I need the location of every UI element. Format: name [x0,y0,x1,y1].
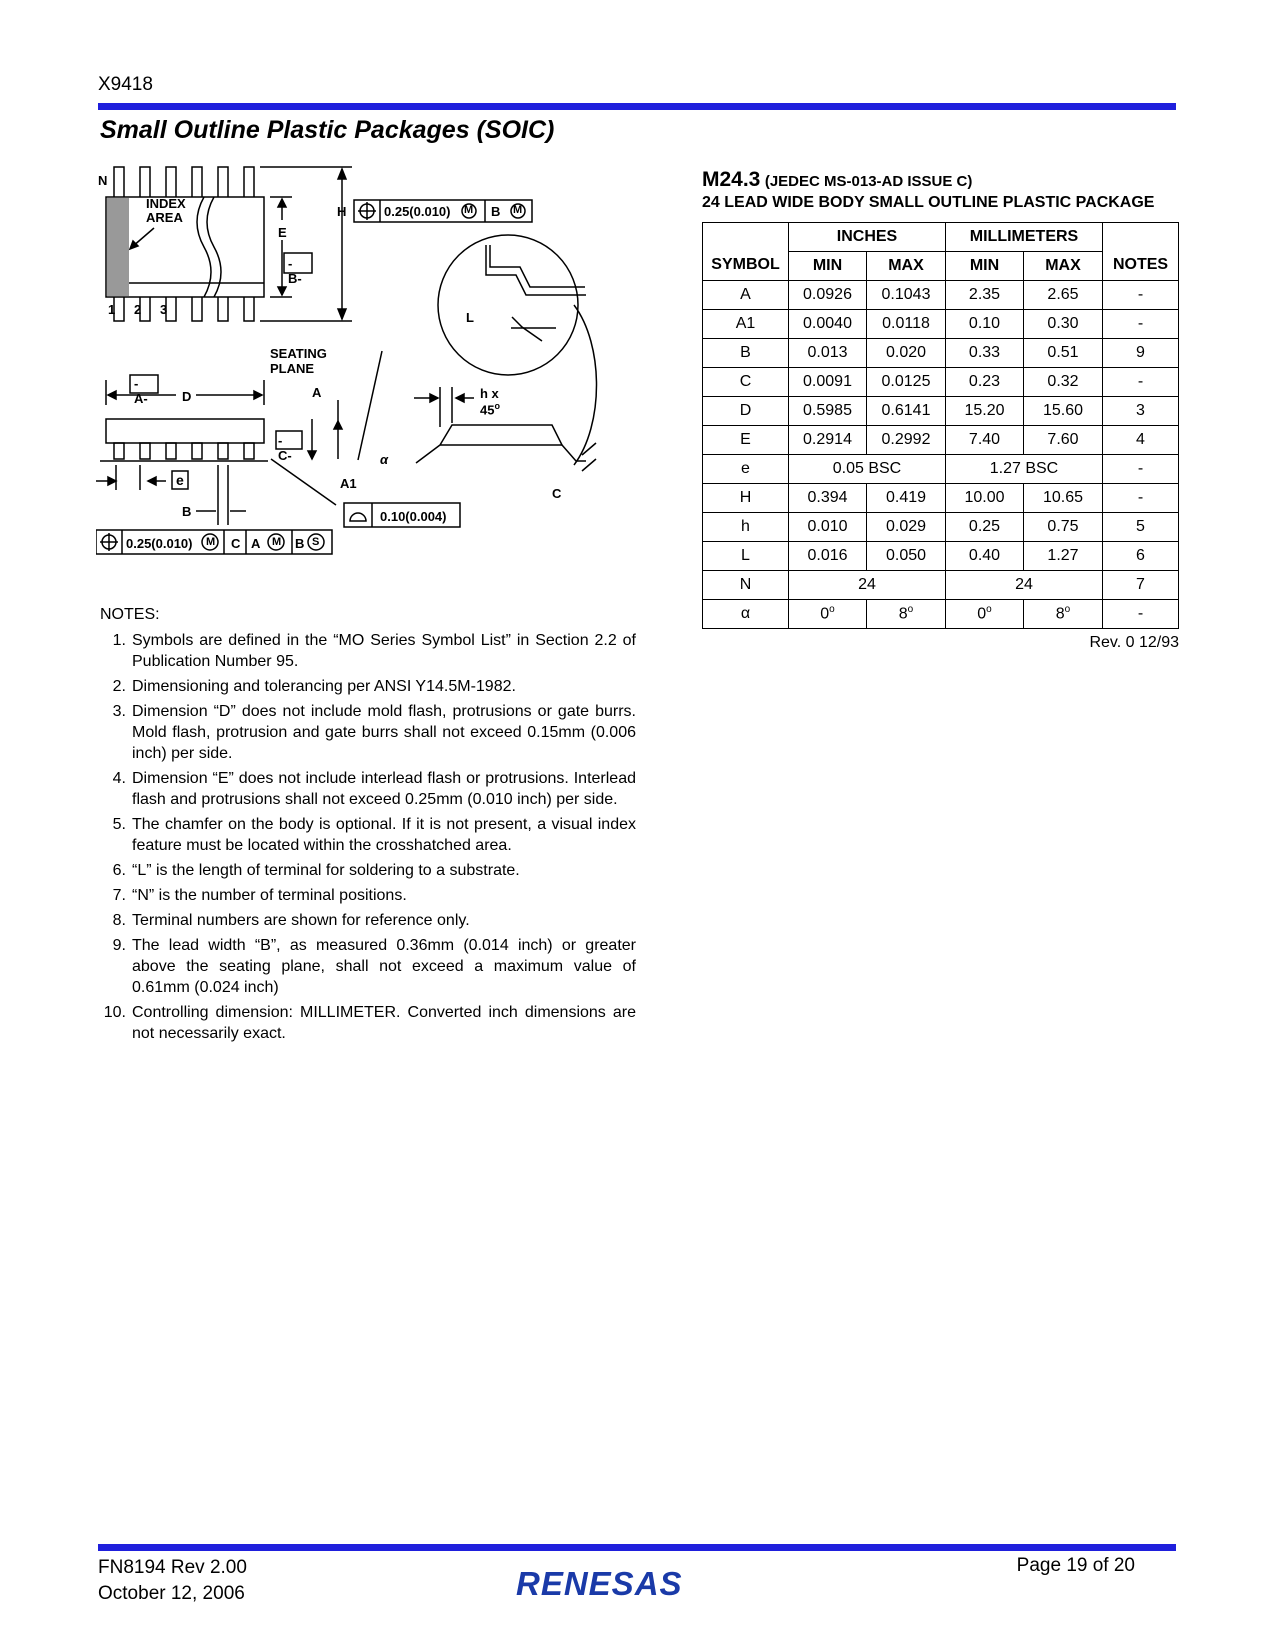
cell-inches-max: 0.6141 [867,397,946,426]
note-number: 1. [112,632,126,649]
package-code: M24.3 [702,168,761,191]
cell-inches-max: 0.419 [867,484,946,513]
cell-notes: 4 [1103,426,1179,455]
cell-mm-min: 15.20 [946,397,1024,426]
top-pins [114,167,254,197]
tol-bot-s: S [312,536,320,548]
header-inches: INCHES [789,223,946,252]
tol-top-b: B [491,204,501,219]
cell-notes: 7 [1103,571,1179,600]
package-drawing [96,165,616,595]
renesas-logo: RENESAS [516,1565,683,1602]
tol-bot-value: 0.25(0.010) [126,536,193,551]
cell-mm-max: 8$^o$ [1024,600,1103,629]
cell-notes: 9 [1103,339,1179,368]
note-text: Dimension “D” does not include mold flash, protrusions or gate burrs. Mold flash, protrusion and gate burrs shall not exceed 0.15mm (0.006 inch) per side. [132,703,636,762]
tol-top-m1: M [464,204,474,216]
cell-symbol: E [703,426,789,455]
cell-mm-min: 0.10 [946,310,1024,339]
label-a1: A1 [340,476,357,491]
cell-inches-min: 0.0040 [789,310,867,339]
label-l: L [466,310,474,325]
note-text: “N” is the number of terminal positions. [132,887,407,904]
cell-symbol: h [703,513,789,542]
cell-inches-min: 0$^o$ [789,600,867,629]
tol-bot-c: C [231,536,241,551]
note-text: “L” is the length of terminal for soldering to a substrate. [132,862,520,879]
cell-mm-max: 1.27 [1024,542,1103,571]
cell-symbol: A1 [703,310,789,339]
header-rule [98,103,1176,110]
label-n: N [98,173,108,188]
note-number: 8. [112,912,126,929]
tol-bot-m1: M [206,536,216,548]
cell-inches-min: 0.2914 [789,426,867,455]
cell-inches-min: 0.010 [789,513,867,542]
cell-inches-max: 8$^o$ [867,600,946,629]
table-row [703,542,1179,571]
cell-mm-max: 0.30 [1024,310,1103,339]
label-d: D [182,389,192,404]
cell-symbol: N [703,571,789,600]
cell-mm-max: 0.51 [1024,339,1103,368]
cell-mm-max: 0.75 [1024,513,1103,542]
cell-mm-span: 1.27 BSC [946,455,1103,484]
label-datum-c: -C- [278,433,292,463]
note-number: 6. [112,862,126,879]
cell-mm-min: 0.40 [946,542,1024,571]
cell-mm-min: 0.25 [946,513,1024,542]
cell-mm-min: 0.33 [946,339,1024,368]
label-h: H [337,204,347,219]
label-e: E [278,225,287,240]
label-a: A [312,385,322,400]
flatness-value: 0.10(0.004) [380,509,447,524]
header-mm: MILLIMETERS [946,223,1103,252]
note-number: 5. [112,816,126,833]
footer-rule [98,1544,1176,1551]
cell-notes: - [1103,281,1179,310]
cell-mm-max: 15.60 [1024,397,1103,426]
cell-inches-min: 0.013 [789,339,867,368]
note-number: 7. [112,887,126,904]
note-item [100,1002,636,1044]
cell-mm-min: 0$^o$ [946,600,1024,629]
footer-left [98,1555,247,1607]
cell-symbol: e [703,455,789,484]
label-seating-plane: SEATING PLANE [270,346,327,376]
footer-date: October 12, 2006 [98,1583,245,1604]
note-number: 4. [112,770,126,787]
table-row [703,281,1179,310]
cell-inches-max: 0.0118 [867,310,946,339]
cell-symbol: D [703,397,789,426]
cell-inches-max: 0.020 [867,339,946,368]
table-row [703,426,1179,455]
lead-detail-circle [438,235,578,375]
cell-notes: - [1103,600,1179,629]
footer-page-number: Page 19 of 20 [1016,1555,1135,1576]
label-c: C [552,486,562,501]
cell-notes: - [1103,484,1179,513]
table-row [703,484,1179,513]
cell-notes: 6 [1103,542,1179,571]
note-text: Dimension “E” does not include interlead flash or protrusions. Interlead flash and protrusions shall not exceed 0.25mm (0.010 inch) per side. [132,770,636,808]
cell-inches-span: 24 [789,571,946,600]
cell-mm-min: 7.40 [946,426,1024,455]
note-item [100,860,636,881]
index-area-shading [107,198,129,296]
header-symbol: SYMBOL [703,223,789,281]
cell-mm-max: 0.32 [1024,368,1103,397]
cell-symbol: B [703,339,789,368]
cell-mm-span: 24 [946,571,1103,600]
header-inches-max: MAX [867,252,946,281]
note-number: 9. [112,937,126,954]
notes-list [100,630,636,1048]
table-row [703,339,1179,368]
package-heading [702,168,972,192]
note-item [100,935,636,998]
note-text: Controlling dimension: MILLIMETER. Converted inch dimensions are not necessarily exact. [132,1004,636,1042]
cell-symbol: C [703,368,789,397]
note-text: Symbols are defined in the “MO Series Symbol List” in Section 2.2 of Publication Number 95. [132,632,636,670]
cell-mm-max: 7.60 [1024,426,1103,455]
note-number: 2. [112,678,126,695]
cell-inches-max: 0.1043 [867,281,946,310]
note-text: Dimensioning and tolerancing per ANSI Y14.5M-1982. [132,678,516,695]
cell-inches-max: 0.050 [867,542,946,571]
tol-bot-a: A [251,536,261,551]
cell-symbol: L [703,542,789,571]
cell-symbol: H [703,484,789,513]
label-pin1: 1 [108,302,116,317]
cell-inches-min: 0.0926 [789,281,867,310]
top-view-body [106,197,264,297]
cell-mm-min: 10.00 [946,484,1024,513]
table-row [703,513,1179,542]
cell-mm-min: 2.35 [946,281,1024,310]
cell-notes: 5 [1103,513,1179,542]
label-b-small: B [182,504,192,519]
cell-inches-max: 0.2992 [867,426,946,455]
cell-symbol: α [703,600,789,629]
note-number: 3. [112,703,126,720]
cell-inches-min: 0.016 [789,542,867,571]
note-item [100,768,636,810]
note-text: The lead width “B”, as measured 0.36mm (0.014 inch) or greater above the seating plane, shall not exceed a maximum value of 0.61mm (0.024 inch) [132,937,636,996]
note-item [100,630,636,672]
label-h45: h x 45$^o$ [480,386,500,418]
label-e-small: e [176,472,184,488]
header-inches-min: MIN [789,252,867,281]
note-number: 10. [103,1004,126,1021]
header-mm-min: MIN [946,252,1024,281]
note-text: Terminal numbers are shown for reference only. [132,912,470,929]
cell-inches-min: 0.5985 [789,397,867,426]
revision-note: Rev. 0 12/93 [1089,634,1179,651]
cell-inches-min: 0.394 [789,484,867,513]
page-title: Small Outline Plastic Packages (SOIC) [100,116,555,144]
side-view-body [106,419,264,443]
table-row [703,571,1179,600]
label-area: AREA [146,210,183,225]
cell-inches-span: 0.05 BSC [789,455,946,484]
table-row [703,455,1179,484]
note-item [100,910,636,931]
side-pins [114,443,254,459]
header-notes: NOTES [1103,223,1179,281]
cell-inches-min: 0.0091 [789,368,867,397]
tol-bot-b: B [295,536,305,551]
note-item [100,885,636,906]
label-pin2: 2 [134,302,142,317]
cell-symbol: A [703,281,789,310]
tol-bot-m2: M [272,536,282,548]
cell-mm-max: 10.65 [1024,484,1103,513]
label-pin3: 3 [160,302,168,317]
label-datum-a: -A- [134,376,148,406]
note-item [100,814,636,856]
tol-top-m2: M [513,204,523,216]
note-item [100,676,636,697]
document-id: X9418 [98,74,153,95]
table-row [703,368,1179,397]
note-item [100,701,636,764]
table-row [703,600,1179,629]
cell-notes: - [1103,368,1179,397]
side-profile-body [440,425,562,445]
cell-notes: - [1103,455,1179,484]
notes-title: NOTES: [100,606,160,623]
table-row [703,310,1179,339]
cell-mm-min: 0.23 [946,368,1024,397]
dimensions-table [702,222,1179,629]
table-row [703,397,1179,426]
note-text: The chamfer on the body is optional. If it is not present, a visual index feature must be located within the crosshatched area. [132,816,636,854]
footer-doc-number: FN8194 Rev 2.00 [98,1557,247,1578]
tol-top-value: 0.25(0.010) [384,204,451,219]
cell-mm-max: 2.65 [1024,281,1103,310]
label-alpha: α [380,452,389,467]
package-standard: (JEDEC MS-013-AD ISSUE C) [764,173,973,190]
cell-inches-max: 0.029 [867,513,946,542]
cell-notes: - [1103,310,1179,339]
label-datum-b: -B- [288,256,302,286]
cell-notes: 3 [1103,397,1179,426]
package-description: 24 LEAD WIDE BODY SMALL OUTLINE PLASTIC PACKAGE [702,194,1155,211]
cell-inches-max: 0.0125 [867,368,946,397]
header-mm-max: MAX [1024,252,1103,281]
label-index: INDEX [146,196,186,211]
